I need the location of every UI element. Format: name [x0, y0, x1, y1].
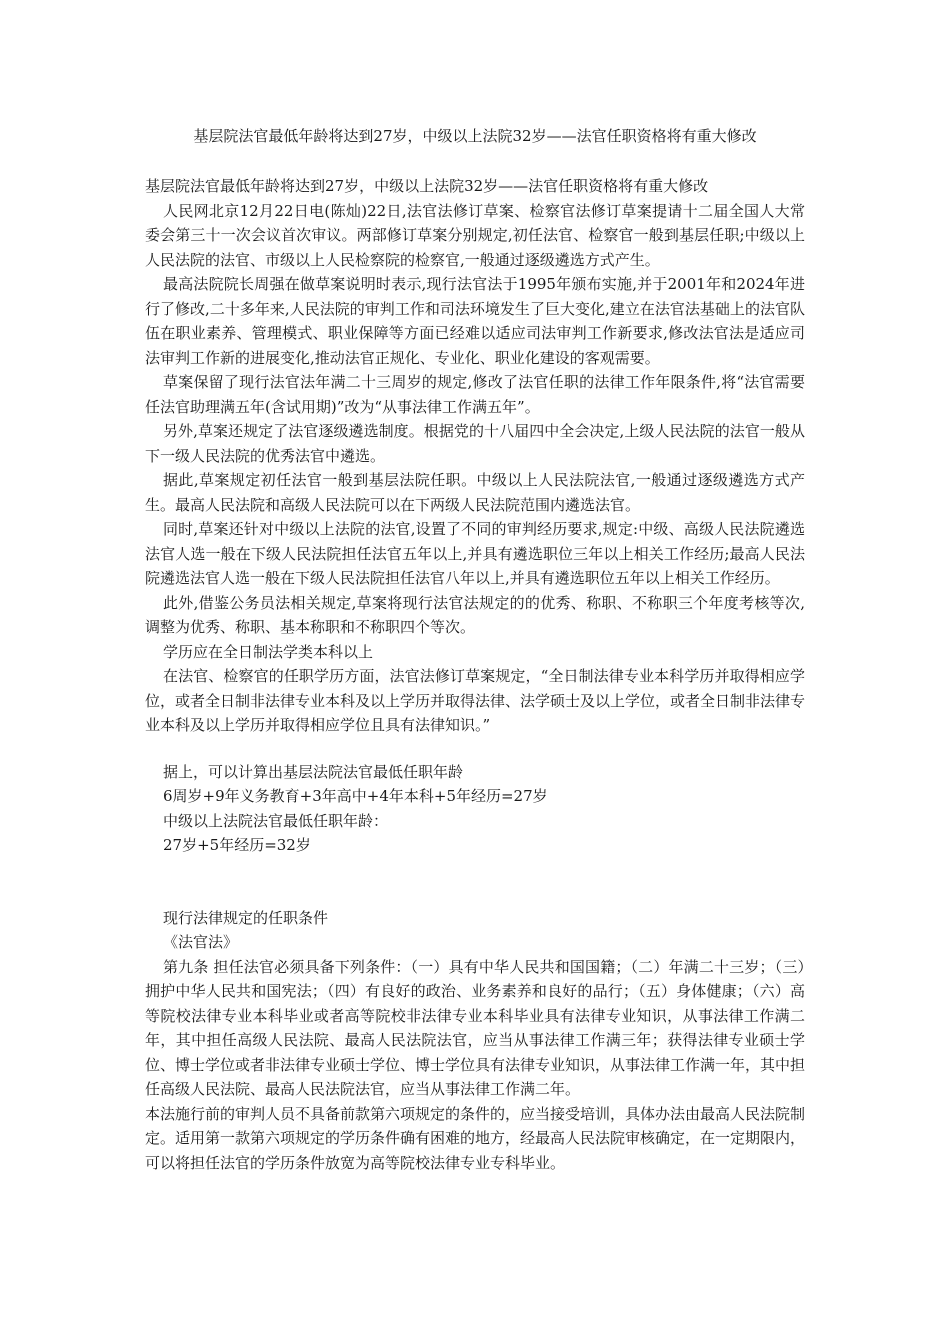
paragraph: 据此,草案规定初任法官一般到基层法院任职。中级以上人民法院法官,一般通过逐级遴选方式产生。最高人民法院和高级人民法院可以在下两级人民法院范围内遴选法官。 [145, 471, 805, 514]
paragraph: 人民网北京12月22日电(陈灿)22日,法官法修订草案、检察官法修订草案提请十二届全国人大常委会第三十一次会议首次审议。两部修订草案分别规定,初任法官、检察官一般到基层任职;中级以上人民法院的法官、市级以上人民检察院的检察官,一般通过逐级遴选方式产生。 [145, 201, 805, 269]
paragraph: 据上，可以计算出基层法院法官最低任职年龄 [163, 762, 464, 781]
paragraph: 在法官、检察官的任职学历方面，法官法修订草案规定，“全日制法律专业本科学历并取得相应学位，或者全日制非法律专业本科及以上学历并取得法律、法学硕士及以上学位，或者全日制非法律专业本科及以上学历并取得相应学位且具有法律知识。” [145, 667, 806, 734]
article-headline: 基层院法官最低年龄将达到27岁，中级以上法院32岁——法官任职资格将有重大修改 [145, 177, 709, 195]
paragraph: 此外,借鉴公务员法相关规定,草案将现行法官法规定的的优秀、称职、不称职三个年度考核等次,调整为优秀、称职、基本称职和不称职四个等次。 [145, 593, 805, 636]
paragraph: 中级以上法院法官最低任职年龄： [163, 811, 389, 830]
document-title: 基层院法官最低年龄将达到27岁，中级以上法院32岁——法官任职资格将有重大修改 [193, 127, 757, 145]
law-article: 本法施行前的审判人员不具备前款第六项规定的条件的，应当接受培训，具体办法由最高人民法院制定。适用第一款第六项规定的学历条件确有困难的地方，经最高人民法院审核确定，在一定期限内，可以将担任法官的学历条件放宽为高等院校法律专业专科毕业。 [145, 1104, 806, 1172]
law-title: 《法官法》 [163, 933, 239, 951]
paragraph: 同时,草案还针对中级以上法院的法官,设置了不同的审判经历要求,规定:中级、高级人民法院遴选法官人选一般在下级人民法院担任法官五年以上,并具有遴选职位三年以上相关工作经历;最高人民法院遴选法官人选一般在下级人民法院担任法官八年以上,并具有遴选职位五年以上相关工作经历。 [145, 520, 805, 587]
paragraph: 另外,草案还规定了法官逐级遴选制度。根据党的十八届四中全会决定,上级人民法院的法官一般从下一级人民法院的优秀法官中遴选。 [145, 422, 805, 465]
paragraph: 最高法院院长周强在做草案说明时表示,现行法官法于1995年颁布实施,并于2001年和2024年进行了修改,二十多年来,人民法院的审判工作和司法环境发生了巨大变化,建立在法官法基础上的法官队伍在职业素养、管理模式、职业保障等方面已经难以适应司法审判工作新要求,修改法官法是适应司法审判工作新的进展变化,推动法官正规化、专业化、职业化建设的客观需要。 [145, 275, 805, 367]
document-page [145, 118, 805, 1175]
formula-line: 27岁+5年经历=32岁 [163, 836, 311, 854]
section-heading: 学历应在全日制法学类本科以上 [163, 642, 374, 661]
law-article: 第九条 担任法官必须具备下列条件：（一）具有中华人民共和国国籍；（二）年满二十三岁；（三）拥护中华人民共和国宪法；（四）有良好的政治、业务素养和良好的品行；（五）身体健康；（六）高等院校法律专业本科毕业或者高等院校非法律专业本科毕业具有法律专业知识，从事法律工作满二年，其中担任高级人民法院、最高人民法院法官，应当从事法律工作满三年；获得法律专业硕士学位、博士学位或者非法律专业硕士学位、博士学位具有法律专业知识，从事法律工作满一年，其中担任高级人民法院、最高人民法院法官，应当从事法律工作满二年。 [145, 957, 806, 1098]
section-heading: 现行法律规定的任职条件 [163, 908, 329, 927]
formula-line: 6周岁+9年义务教育+3年高中+4年本科+5年经历=27岁 [163, 787, 548, 805]
paragraph: 草案保留了现行法官法年满二十三周岁的规定,修改了法官任职的法律工作年限条件,将“法官需要任法官助理满五年(含试用期)”改为“从事法律工作满五年”。 [145, 373, 805, 416]
